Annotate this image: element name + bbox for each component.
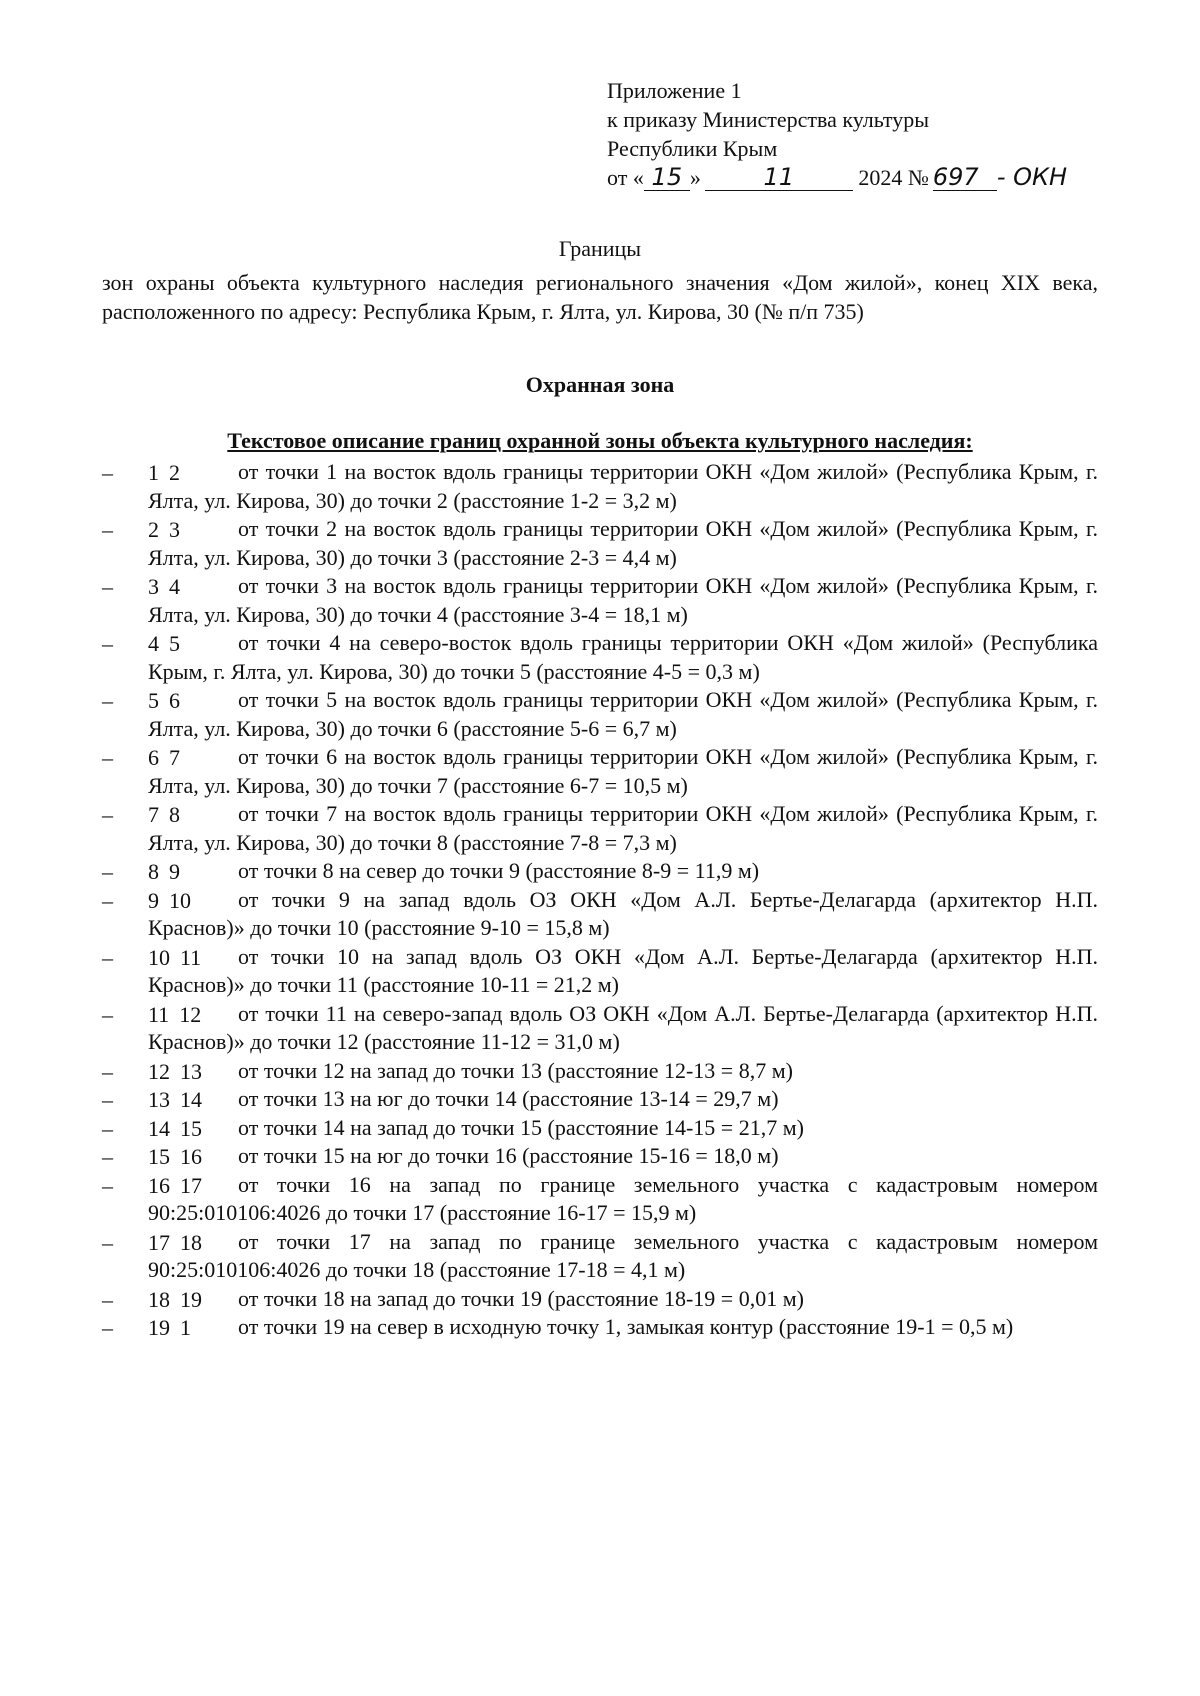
boundary-entry [102, 629, 1098, 686]
segment-points [148, 629, 180, 658]
boundary-entry [102, 1285, 1098, 1314]
segment-to-point: 13 [180, 1058, 202, 1084]
segment-from-point: 4 [148, 631, 159, 656]
list-dash: – [102, 1115, 113, 1141]
segment-from-point: 11 [148, 1001, 170, 1027]
segment-to-point: 7 [169, 745, 180, 770]
entry-description [148, 943, 1098, 1000]
entry-description [148, 1085, 1098, 1114]
entry-text: от точки 10 на запад вдоль ОЗ ОКН «Дом А.Л. Бертье-Делагарда (архитектор Н.П. Краснов)» до точки 11 (расстояние 10-11 = 21,2 м) [148, 943, 1098, 997]
list-dash: – [102, 887, 113, 913]
segment-from-point: 14 [148, 1115, 170, 1141]
segment-points [148, 1171, 202, 1200]
list-dash: – [102, 1286, 113, 1312]
boundary-entry [102, 515, 1098, 572]
segment-points [148, 458, 180, 487]
segment-points [148, 1114, 202, 1143]
segment-points [148, 572, 180, 601]
entry-description [148, 886, 1098, 943]
segment-from-point: 7 [148, 802, 159, 827]
entry-description [148, 1114, 1098, 1143]
entry-text: от точки 8 на север до точки 9 (расстояние 8-9 = 11,9 м) [238, 858, 760, 883]
boundary-entry [102, 458, 1098, 515]
segment-points [148, 1085, 202, 1114]
entry-text: от точки 7 на восток вдоль границы территории ОКН «Дом жилой» (Республика Крым, г. Ялта, ул. Кирова, 30) до точки 8 (расстояние 7-8 = 7,3 м) [148, 801, 1098, 855]
boundary-entry [102, 886, 1098, 943]
handwritten-day: 15 [644, 164, 690, 191]
boundary-entry [102, 1057, 1098, 1086]
segment-to-point: 14 [180, 1087, 202, 1112]
segment-to-point: 5 [169, 631, 180, 656]
entry-text: от точки 18 на запад до точки 19 (расстояние 18-19 = 0,01 м) [238, 1285, 804, 1311]
list-dash: – [102, 1001, 113, 1027]
boundary-entry [102, 800, 1098, 857]
list-dash: – [102, 944, 113, 970]
appendix-line-2: к приказу Министерства культуры [607, 107, 930, 132]
boundary-entry [102, 1313, 1098, 1342]
segment-from-point: 9 [148, 887, 159, 913]
boundary-entry [102, 1085, 1098, 1114]
entry-text: от точки 11 на северо-запад вдоль ОЗ ОКН «Дом А.Л. Бертье-Делагарда (архитектор Н.П. Краснов)» до точки 12 (расстояние 11-12 = 31,0 м) [148, 1000, 1098, 1054]
segment-from-point: 5 [148, 688, 159, 713]
appendix-line-1: Приложение 1 [607, 78, 742, 103]
list-dash: – [102, 1058, 113, 1084]
boundary-entry [102, 572, 1098, 629]
entry-description [148, 1057, 1098, 1086]
segment-points [148, 743, 180, 772]
segment-points [148, 686, 180, 715]
boundary-entry [102, 686, 1098, 743]
entry-text: от точки 16 на запад по границе земельного участка с кадастровым номером 90:25:010106:4026 до точки 17 (расстояние 16-17 = 15,9 м) [148, 1171, 1098, 1225]
segment-from-point: 16 [148, 1172, 170, 1198]
segment-points [148, 1057, 202, 1086]
entry-text: от точки 17 на запад по границе земельного участка с кадастровым номером 90:25:010106:4026 до точки 18 (расстояние 17-18 = 4,1 м) [148, 1228, 1098, 1282]
entry-text: от точки 14 на запад до точки 15 (расстояние 14-15 = 21,7 м) [238, 1114, 804, 1140]
segment-to-point: 10 [169, 887, 191, 913]
segment-points [148, 857, 180, 886]
boundary-entry [102, 1171, 1098, 1228]
handwritten-order-suffix: - ОКН [996, 163, 1068, 191]
entry-text: от точки 12 на запад до точки 13 (расстояние 12-13 = 8,7 м) [238, 1057, 793, 1083]
handwritten-order-number: 697 [933, 164, 997, 191]
boundary-entry [102, 1000, 1098, 1057]
entry-description [148, 686, 1098, 743]
segment-to-point: 6 [169, 688, 180, 713]
entry-text: от точки 1 на восток вдоль границы территории ОКН «Дом жилой» (Республика Крым, г. Ялта, ул. Кирова, 30) до точки 2 (расстояние 1-2 = 3,2 м) [148, 459, 1098, 513]
appendix-line-3: Республики Крым [607, 136, 778, 161]
entry-description [148, 1000, 1098, 1057]
segment-points [148, 800, 180, 829]
list-dash: – [102, 574, 113, 599]
segment-to-point: 12 [179, 1001, 202, 1027]
list-dash: – [102, 859, 113, 884]
segment-to-point: 3 [169, 517, 180, 542]
entry-text: от точки 13 на юг до точки 14 (расстояние 13-14 = 29,7 м) [238, 1086, 779, 1111]
segment-to-point: 11 [180, 944, 202, 970]
entry-description [148, 1228, 1098, 1285]
segment-from-point: 8 [148, 859, 159, 884]
segment-from-point: 1 [148, 460, 159, 485]
document-subtitle: зон охраны объекта культурного наследия регионального значения «Дом жилой», конец XIX века, расположенного по адресу: Республика Крым, г. Ялта, ул. Кирова, 30 (№ п/п 735) [102, 270, 1098, 324]
list-dash: – [102, 1087, 113, 1112]
segment-to-point: 1 [180, 1315, 191, 1340]
entry-text: от точки 6 на восток вдоль границы территории ОКН «Дом жилой» (Республика Крым, г. Ялта, ул. Кирова, 30) до точки 7 (расстояние 6-7 = 10,5 м) [148, 744, 1098, 798]
entry-description [148, 743, 1098, 800]
segment-to-point: 18 [180, 1229, 202, 1255]
zone-heading: Охранная зона [525, 372, 675, 397]
boundary-entry [102, 1114, 1098, 1143]
segment-points [148, 515, 180, 544]
segment-to-point: 17 [180, 1172, 202, 1198]
segment-to-point: 9 [169, 859, 180, 884]
segment-from-point: 13 [148, 1087, 170, 1112]
segment-from-point: 6 [148, 745, 159, 770]
segment-from-point: 2 [148, 517, 159, 542]
handwritten-month: 11 [705, 164, 853, 191]
segment-to-point: 2 [169, 460, 180, 485]
list-dash: – [102, 1144, 113, 1169]
segment-to-point: 15 [180, 1115, 202, 1141]
order-date-line [607, 163, 1067, 192]
boundary-entry [102, 1228, 1098, 1285]
boundary-entry [102, 943, 1098, 1000]
list-dash: – [102, 688, 113, 713]
segment-points [148, 1313, 191, 1342]
entry-text: от точки 15 на юг до точки 16 (расстояние 15-16 = 18,0 м) [238, 1143, 779, 1168]
entry-description [148, 458, 1098, 515]
segment-from-point: 18 [148, 1286, 170, 1312]
appendix-block [607, 76, 1067, 192]
segment-to-point: 8 [169, 802, 180, 827]
segment-to-point: 4 [169, 574, 180, 599]
entry-description [148, 572, 1098, 629]
segment-from-point: 10 [148, 944, 170, 970]
entry-description [148, 1142, 1098, 1171]
segment-points [148, 1142, 202, 1171]
entry-text: от точки 19 на север в исходную точку 1, замыкая контур (расстояние 19-1 = 0,5 м) [238, 1314, 1014, 1339]
segment-points [148, 1000, 201, 1029]
boundary-entries-list [102, 458, 1098, 1342]
document-title: Границы [558, 236, 642, 261]
segment-points [148, 886, 191, 915]
segment-to-point: 19 [180, 1286, 202, 1312]
date-quote-close: » [689, 165, 701, 190]
segment-points [148, 943, 201, 972]
segment-points [148, 1228, 202, 1257]
list-dash: – [102, 460, 113, 485]
segment-from-point: 15 [148, 1144, 170, 1169]
entry-description [148, 1171, 1098, 1228]
entry-description [148, 1285, 1098, 1314]
entry-description [148, 629, 1098, 686]
boundary-entry [102, 1142, 1098, 1171]
segment-from-point: 19 [148, 1315, 170, 1340]
list-dash: – [102, 802, 113, 827]
entry-description [148, 1313, 1098, 1342]
boundary-entry [102, 857, 1098, 886]
list-dash: – [102, 1315, 113, 1340]
entry-text: от точки 2 на восток вдоль границы территории ОКН «Дом жилой» (Республика Крым, г. Ялта, ул. Кирова, 30) до точки 3 (расстояние 2-3 = 4,4 м) [148, 516, 1098, 570]
list-dash: – [102, 1229, 113, 1255]
list-dash: – [102, 631, 113, 656]
boundary-entry [102, 743, 1098, 800]
entry-description [148, 857, 1098, 886]
entry-text: от точки 4 на северо-восток вдоль границы территории ОКН «Дом жилой» (Республика Крым, г. Ялта, ул. Кирова, 30) до точки 5 (расстояние 4-5 = 0,3 м) [148, 630, 1098, 684]
segment-from-point: 17 [148, 1229, 170, 1255]
list-dash: – [102, 517, 113, 542]
list-dash: – [102, 745, 113, 770]
list-dash: – [102, 1172, 113, 1198]
section-heading: Текстовое описание границ охранной зоны объекта культурного наследия: [227, 428, 973, 453]
entry-text: от точки 5 на восток вдоль границы территории ОКН «Дом жилой» (Республика Крым, г. Ялта, ул. Кирова, 30) до точки 6 (расстояние 5-6 = 6,7 м) [148, 687, 1098, 741]
entry-description [148, 800, 1098, 857]
date-prefix: от « [607, 165, 644, 190]
segment-points [148, 1285, 202, 1314]
segment-from-point: 3 [148, 574, 159, 599]
entry-text: от точки 9 на запад вдоль ОЗ ОКН «Дом А.Л. Бертье-Делагарда (архитектор Н.П. Краснов)» до точки 10 (расстояние 9-10 = 15,8 м) [148, 886, 1098, 940]
entry-description [148, 515, 1098, 572]
segment-to-point: 16 [180, 1144, 202, 1169]
year-and-number-label: 2024 № [858, 165, 929, 190]
entry-text: от точки 3 на восток вдоль границы территории ОКН «Дом жилой» (Республика Крым, г. Ялта, ул. Кирова, 30) до точки 4 (расстояние 3-4 = 18,1 м) [148, 573, 1098, 627]
segment-from-point: 12 [148, 1058, 170, 1084]
